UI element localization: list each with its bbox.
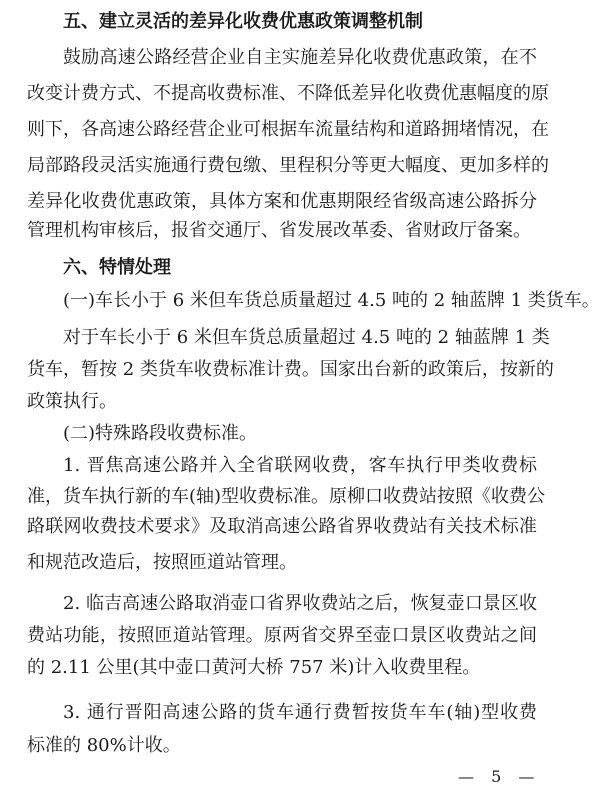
text-line: 3. 通行晋阳高速公路的货车通行费暂按货车车(轴)型收费	[63, 702, 537, 723]
section-heading: 五、建立灵活的差异化收费优惠政策调整机制	[63, 11, 423, 32]
text-line: 政策执行。	[27, 391, 117, 412]
text-line: 鼓励高速公路经营企业自主实施差异化收费优惠政策，在不	[63, 47, 537, 68]
text-line: (二)特殊路段收费标准。	[63, 423, 258, 444]
text-line: 则下，各高速公路经营企业可根据车流量结构和道路拥堵情况，在	[27, 119, 549, 140]
text-line: 准，货车执行新的车(轴)型收费标准。原柳口收费站按照《收费公	[27, 486, 546, 507]
text-line: 2. 临吉高速公路取消壶口省界收费站之后，恢复壶口景区收	[63, 593, 537, 614]
text-line: 对于车长小于 6 米但车货总质量超过 4.5 吨的 2 轴蓝牌 1 类	[63, 327, 550, 348]
text-line: 1. 晋焦高速公路并入全省联网收费，客车执行甲类收费标	[63, 455, 537, 476]
text-line: 局部路段灵活实施通行费包缴、里程积分等更大幅度、更加多样的	[27, 155, 549, 176]
section-heading: 六、特情处理	[63, 257, 171, 278]
text-line: 改变计费方式、不提高收费标准、不降低差异化收费优惠幅度的原	[27, 83, 549, 104]
text-line: 和规范改造后，按照匝道站管理。	[27, 552, 297, 573]
text-line: 费站功能，按照匝道站管理。原两省交界至壶口景区收费站之间	[27, 625, 537, 646]
text-line: 管理机构审核后，报省交通厅、省发展改革委、省财政厅备案。	[27, 220, 531, 241]
text-line: 的 2.11 公里(其中壶口黄河大桥 757 米)计入收费里程。	[27, 657, 481, 678]
text-line: (一)车长小于 6 米但车货总质量超过 4.5 吨的 2 轴蓝牌 1 类货车。	[63, 290, 600, 311]
text-line: 差异化收费优惠政策，具体方案和优惠期限经省级高速公路拆分	[27, 191, 537, 212]
text-line: 路联网收费技术要求》及取消高速公路省界收费站有关技术标准	[27, 516, 537, 537]
text-line: 标准的 80%计收。	[27, 735, 181, 756]
page-number: — 5 —	[458, 767, 541, 786]
text-line: 货车，暂按 2 类货车收费标准计费。国家出台新的政策后，按新的	[27, 359, 554, 380]
